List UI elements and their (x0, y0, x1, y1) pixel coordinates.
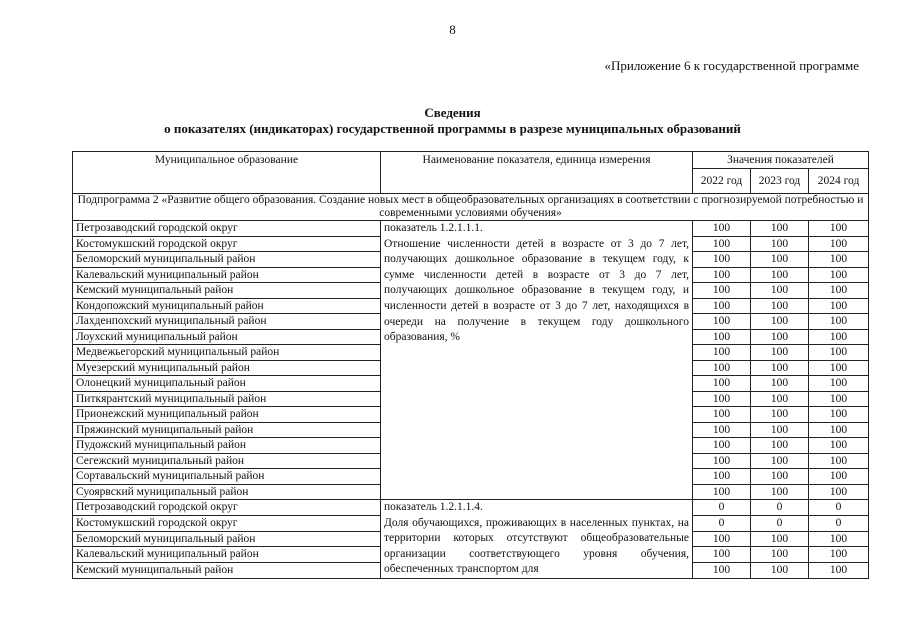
value-2022-cell: 100 (693, 422, 751, 438)
value-2023-cell: 100 (751, 453, 809, 469)
value-2024-cell: 100 (809, 252, 869, 268)
indicator-code: показатель 1.2.1.1.4. (384, 501, 483, 513)
value-2024-cell: 100 (809, 360, 869, 376)
value-2024-cell: 100 (809, 391, 869, 407)
municipality-cell: Кемский муниципальный район (73, 283, 381, 299)
municipality-cell: Сегежский муниципальный район (73, 453, 381, 469)
value-2022-cell: 100 (693, 283, 751, 299)
value-2024-cell: 100 (809, 283, 869, 299)
annex-label: «Приложение 6 к государственной программе (604, 58, 859, 73)
indicator-cell (381, 500, 693, 579)
value-2024-cell: 100 (809, 267, 869, 283)
value-2024-cell: 100 (809, 298, 869, 314)
value-2022-cell: 100 (693, 221, 751, 237)
value-2022-cell: 100 (693, 314, 751, 330)
value-2023-cell: 100 (751, 563, 809, 579)
col-header-values: Значения показателей (693, 152, 869, 169)
municipality-cell: Кондопожский муниципальный район (73, 298, 381, 314)
value-2023-cell: 100 (751, 345, 809, 361)
municipality-cell: Питкярантский муниципальный район (73, 391, 381, 407)
subprogram-title: Подпрограмма 2 «Развитие общего образования. Создание новых мест в общеобразовательных организациях в соответствии с прогнозируемой потребностью и современными условиями обучения» (73, 194, 869, 221)
value-2022-cell: 100 (693, 469, 751, 485)
municipality-cell: Муезерский муниципальный район (73, 360, 381, 376)
value-2023-cell: 100 (751, 531, 809, 547)
value-2024-cell: 100 (809, 376, 869, 392)
municipality-cell: Лахденпохский муниципальный район (73, 314, 381, 330)
value-2022-cell: 0 (693, 500, 751, 516)
col-header-indicator: Наименование показателя, единица измерения (381, 152, 693, 194)
value-2023-cell: 100 (751, 547, 809, 563)
value-2022-cell: 100 (693, 453, 751, 469)
municipality-cell: Пряжинский муниципальный район (73, 422, 381, 438)
municipality-cell: Калевальский муниципальный район (73, 267, 381, 283)
value-2023-cell: 100 (751, 221, 809, 237)
value-2024-cell: 0 (809, 515, 869, 531)
page-number: 8 (449, 22, 456, 37)
value-2023-cell: 100 (751, 438, 809, 454)
value-2023-cell: 100 (751, 376, 809, 392)
value-2022-cell: 100 (693, 345, 751, 361)
municipality-cell: Петрозаводский городской округ (73, 221, 381, 237)
value-2024-cell: 100 (809, 469, 869, 485)
col-header-municipality: Муниципальное образование (73, 152, 381, 194)
document-title (0, 105, 905, 137)
value-2024-cell: 100 (809, 407, 869, 423)
value-2022-cell: 100 (693, 563, 751, 579)
value-2022-cell: 0 (693, 515, 751, 531)
municipality-cell: Суоярвский муниципальный район (73, 484, 381, 500)
value-2022-cell: 100 (693, 236, 751, 252)
value-2022-cell: 100 (693, 252, 751, 268)
col-header-year: 2022 год (693, 168, 751, 193)
value-2022-cell: 100 (693, 329, 751, 345)
value-2024-cell: 0 (809, 500, 869, 516)
municipality-cell: Сортавальский муниципальный район (73, 469, 381, 485)
value-2022-cell: 100 (693, 376, 751, 392)
indicator-name: Отношение численности детей в возрасте от 3 до 7 лет, получающих дошкольное образование в текущем году, к сумме численности детей в возрасте от 3 до 7 лет, получающих дошкольное образование в текущем году, и численности детей в возрасте от 3 до 7 лет, находящихся в очереди на получение в текущем году дошкольного образования, % (384, 237, 689, 344)
value-2024-cell: 100 (809, 314, 869, 330)
value-2022-cell: 100 (693, 360, 751, 376)
value-2023-cell: 0 (751, 515, 809, 531)
value-2024-cell: 100 (809, 236, 869, 252)
value-2022-cell: 100 (693, 298, 751, 314)
value-2023-cell: 100 (751, 484, 809, 500)
value-2023-cell: 0 (751, 500, 809, 516)
value-2023-cell: 100 (751, 267, 809, 283)
municipality-cell: Беломорский муниципальный район (73, 252, 381, 268)
value-2023-cell: 100 (751, 407, 809, 423)
table-row (73, 500, 869, 516)
value-2024-cell: 100 (809, 531, 869, 547)
value-2024-cell: 100 (809, 547, 869, 563)
value-2022-cell: 100 (693, 547, 751, 563)
municipality-cell: Костомукшский городской округ (73, 515, 381, 531)
municipality-cell: Калевальский муниципальный район (73, 547, 381, 563)
value-2023-cell: 100 (751, 329, 809, 345)
indicator-cell (381, 221, 693, 500)
value-2024-cell: 100 (809, 329, 869, 345)
value-2024-cell: 100 (809, 563, 869, 579)
subprogram-row (73, 194, 869, 221)
value-2024-cell: 100 (809, 221, 869, 237)
value-2023-cell: 100 (751, 252, 809, 268)
value-2023-cell: 100 (751, 236, 809, 252)
value-2023-cell: 100 (751, 469, 809, 485)
indicator-code: показатель 1.2.1.1.1. (384, 222, 483, 234)
col-header-year: 2023 год (751, 168, 809, 193)
value-2023-cell: 100 (751, 298, 809, 314)
municipality-cell: Петрозаводский городской округ (73, 500, 381, 516)
title-line-1: Сведения (424, 105, 481, 120)
municipality-cell: Олонецкий муниципальный район (73, 376, 381, 392)
title-line-2: о показателях (индикаторах) государственной программы в разрезе муниципальных образований (164, 121, 741, 136)
value-2022-cell: 100 (693, 438, 751, 454)
value-2022-cell: 100 (693, 484, 751, 500)
value-2024-cell: 100 (809, 422, 869, 438)
municipality-cell: Лоухский муниципальный район (73, 329, 381, 345)
value-2022-cell: 100 (693, 391, 751, 407)
value-2023-cell: 100 (751, 422, 809, 438)
value-2022-cell: 100 (693, 407, 751, 423)
value-2024-cell: 100 (809, 484, 869, 500)
value-2024-cell: 100 (809, 345, 869, 361)
table-row (73, 221, 869, 237)
value-2023-cell: 100 (751, 314, 809, 330)
indicators-table (72, 151, 869, 579)
municipality-cell: Костомукшский городской округ (73, 236, 381, 252)
value-2023-cell: 100 (751, 391, 809, 407)
indicator-name: Доля обучающихся, проживающих в населенных пунктах, на территории которых отсутствуют общеобразовательные организации соответствующего уровня обучения, обеспеченных транспортом для (384, 516, 689, 576)
table-header-row (73, 152, 869, 169)
value-2023-cell: 100 (751, 360, 809, 376)
value-2024-cell: 100 (809, 453, 869, 469)
municipality-cell: Прионежский муниципальный район (73, 407, 381, 423)
value-2024-cell: 100 (809, 438, 869, 454)
col-header-year: 2024 год (809, 168, 869, 193)
value-2023-cell: 100 (751, 283, 809, 299)
value-2022-cell: 100 (693, 531, 751, 547)
municipality-cell: Беломорский муниципальный район (73, 531, 381, 547)
municipality-cell: Кемский муниципальный район (73, 563, 381, 579)
value-2022-cell: 100 (693, 267, 751, 283)
municipality-cell: Медвежьегорский муниципальный район (73, 345, 381, 361)
municipality-cell: Пудожский муниципальный район (73, 438, 381, 454)
